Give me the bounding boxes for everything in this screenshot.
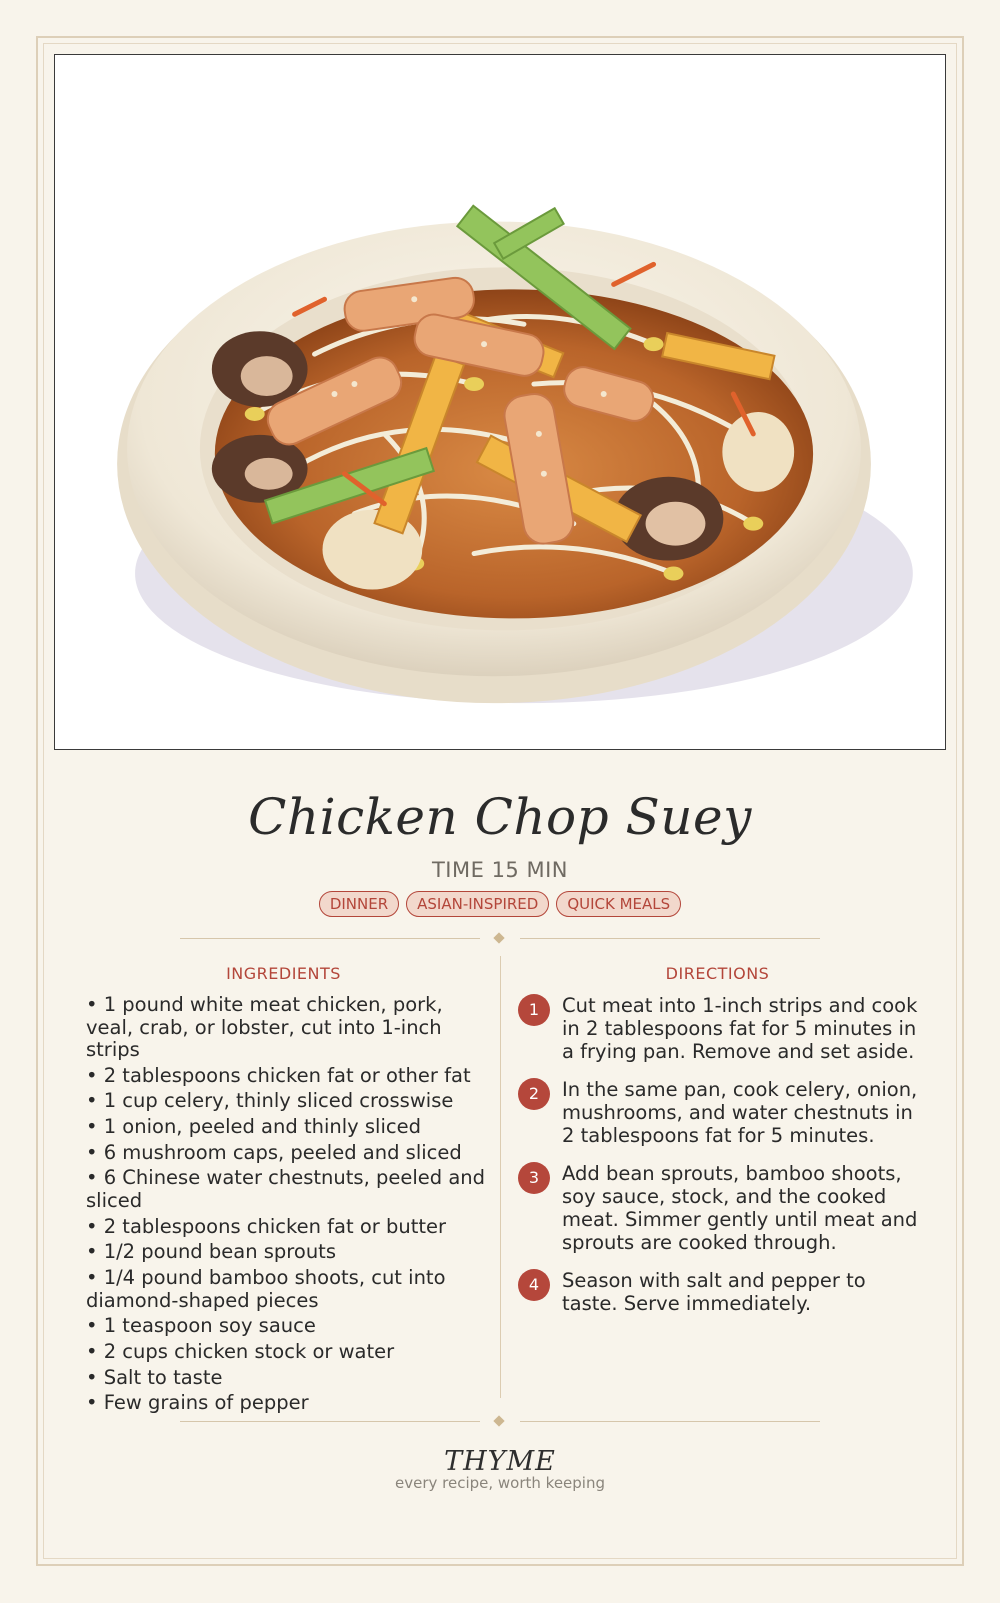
step-text: Add bean sprouts, bamboo shoots, soy sauce, stock, and the cooked meat. Simmer gently until meat and sprouts are cooked through. (562, 1162, 918, 1254)
ingredient-item: • 6 mushroom caps, peeled and sliced (86, 1140, 462, 1164)
step-number-badge: 4 (518, 1269, 550, 1301)
tag-asian-inspired[interactable]: ASIAN-INSPIRED (406, 891, 549, 917)
ingredient-item: • Few grains of pepper (86, 1391, 309, 1415)
divider-bottom (180, 1414, 820, 1430)
ingredient-item: • Salt to taste (86, 1365, 223, 1389)
recipe-time: TIME 15 MIN (431, 858, 568, 882)
tag-quick-meals[interactable]: QUICK MEALS (556, 891, 681, 917)
direction-step (518, 994, 918, 1063)
ingredient-item: • 6 Chinese water chestnuts, peeled and sliced (86, 1166, 486, 1212)
ingredient-item: • 1 cup celery, thinly sliced crosswise (86, 1089, 454, 1113)
direction-step (518, 1269, 918, 1315)
divider-diamond-icon (493, 1415, 504, 1426)
column-divider (500, 956, 501, 1398)
ingredient-item: • 1/2 pound bean sprouts (86, 1240, 336, 1264)
directions-list (518, 994, 918, 1330)
dish-photo (54, 54, 946, 750)
recipe-title: Chicken Chop Suey (248, 788, 752, 846)
tag-dinner[interactable]: DINNER (319, 891, 399, 917)
ingredient-item: • 2 cups chicken stock or water (86, 1339, 395, 1363)
tag-list (0, 891, 1000, 917)
ingredients-list (86, 994, 486, 1418)
ingredient-item: • 1 pound white meat chicken, pork, veal, crab, or lobster, cut into 1-inch strips (86, 993, 443, 1061)
directions-heading: DIRECTIONS (665, 964, 770, 983)
direction-step (518, 1078, 918, 1147)
step-text: In the same pan, cook celery, onion, mushrooms, and water chestnuts in 2 tablespoons fat for 5 minutes. (562, 1078, 918, 1147)
divider-diamond-icon (493, 932, 504, 943)
step-text: Cut meat into 1-inch strips and cook in 2 tablespoons fat for 5 minutes in a frying pan. Remove and set aside. (562, 994, 918, 1063)
ingredients-heading: INGREDIENTS (226, 964, 341, 983)
step-number-badge: 2 (518, 1078, 550, 1110)
step-text: Season with salt and pepper to taste. Serve immediately. (562, 1269, 866, 1315)
step-number-badge: 3 (518, 1162, 550, 1194)
ingredient-item: • 2 tablespoons chicken fat or butter (86, 1214, 447, 1238)
direction-step (518, 1162, 918, 1254)
brand-tagline: every recipe, worth keeping (394, 1474, 605, 1492)
ingredient-item: • 1 onion, peeled and thinly sliced (86, 1115, 421, 1139)
ingredient-item: • 1 teaspoon soy sauce (86, 1314, 316, 1338)
ingredient-item: • 2 tablespoons chicken fat or other fat (86, 1063, 471, 1087)
step-number-badge: 1 (518, 994, 550, 1026)
ingredient-item: • 1/4 pound bamboo shoots, cut into diamond-shaped pieces (86, 1266, 446, 1312)
brand-logo: THYME (444, 1446, 556, 1477)
chop-suey-illustration (55, 55, 945, 749)
divider-top (180, 931, 820, 947)
